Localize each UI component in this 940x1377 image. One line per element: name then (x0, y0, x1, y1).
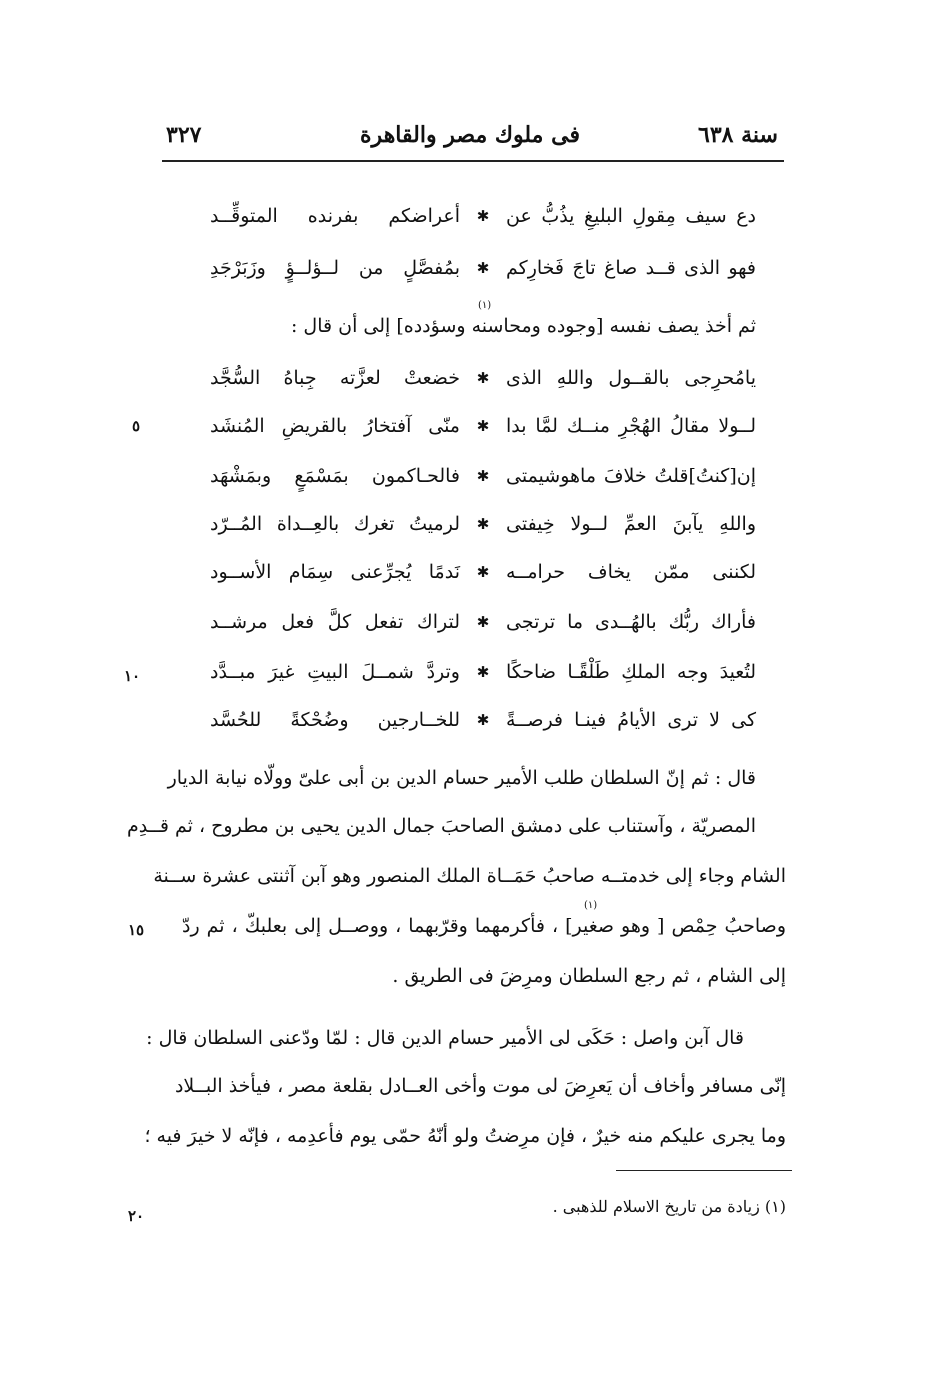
poem-verse (210, 456, 756, 496)
poem-verse (210, 358, 756, 398)
verse-second-hemistich: نَدمًا يُجرِّعنى سِمَام الأســود (210, 561, 460, 583)
poem-verse (210, 406, 756, 446)
verse-second-hemistich: للخــارجين وضُحْكةً للحُسَّد (210, 709, 460, 731)
verse-separator-star: ✱ (476, 417, 490, 435)
verse-separator-star: ✱ (476, 613, 490, 631)
verse-second-hemistich: لرميتُ تغرك بالعِــداة المُــرّد (210, 513, 460, 535)
verse-first-hemistich: واللهِ يآبنَ العمِّ لــولا خِيفتى (506, 513, 756, 535)
footnote-rule (616, 1170, 792, 1171)
verse-second-hemistich: أعراضكم بفرنده المتوقِّــد (210, 205, 460, 227)
line-number: ١٠ (124, 667, 141, 685)
poem-verse (210, 602, 756, 642)
verse-separator-star: ✱ (476, 515, 490, 533)
paragraph-line: قال : ثم إنّ السلطان طلب الأمير حسام الدين بن أبى علىّ وولّاه نيابة الديار (167, 767, 756, 789)
verse-first-hemistich: إن[كنتُ]قلتُ خلافَ ماهوشيمتى (506, 465, 756, 487)
verse-first-hemistich: كى لا ترى الأيامُ فينـا فرصــةً (506, 709, 756, 731)
verse-separator-star: ✱ (476, 369, 490, 387)
verse-second-hemistich: خضعتْ لعزَّته جِباهُ السُّجَّد (210, 367, 460, 389)
verse-second-hemistich: بمُفصَّلٍ من لــؤلــؤٍ وزَبَرْجَدِ (210, 257, 460, 279)
footnote-marker: (١) (478, 300, 492, 311)
poem-verse (210, 700, 756, 740)
poem-verse (210, 504, 756, 544)
verse-first-hemistich: دع سيف مِقولِ البليغِ يذُبُّ عن (506, 205, 756, 227)
paragraph-line: المصريّة ، وآستناب على دمشق الصاحبَ جمال الدين يحيى بن مطروح ، ثم قــدِم (127, 815, 756, 837)
paragraph-line: إنّى مسافر وأخاف أن يَعرِضَ لى موت وأخى العــادل بقلعة مصر ، فيأخذ البــلاد (174, 1075, 786, 1097)
page-number: ٣٢٧ (166, 122, 202, 148)
verse-first-hemistich: لكننى ممّن يخاف حرامــه (506, 561, 756, 583)
verse-separator-star: ✱ (476, 207, 490, 225)
verse-separator-star: ✱ (476, 663, 490, 681)
verse-first-hemistich: فأراك ربُّك بالهُــدى ما ترتجى (506, 611, 756, 633)
poem-verse (210, 248, 756, 288)
intro-line: ثم أخذ يصف نفسه [وجوده ومحاسنه وسؤدده] إلى أن قال : (290, 315, 756, 337)
poem-verse (210, 552, 756, 592)
verse-second-hemistich: لتراك تفعل كلَّ فعل مرشــد (210, 611, 460, 633)
paragraph-line: وما يجرى عليكم منه خيرٌ ، فإن مرِضتُ ولو أنّهُ حمّى يوم فأعدِمه ، فإنّه لا خيرَ فيه ؛ (144, 1125, 786, 1147)
verse-separator-star: ✱ (476, 711, 490, 729)
running-header-year: سنة ٦٣٨ (698, 122, 778, 148)
verse-second-hemistich: وتردَّ شمــلَ البيتِ غيرَ مبــدَّد (210, 661, 460, 683)
header-rule (162, 160, 784, 162)
line-number: ١٥ (128, 921, 145, 939)
running-header-title: فى ملوك مصر والقاهرة (360, 122, 580, 148)
line-number: ٢٠ (128, 1207, 145, 1225)
footnote-text: (١) زيادة من تاريخ الاسلام للذهبى . (552, 1197, 786, 1216)
verse-first-hemistich: لتُعيدَ وجه الملكِ طَلْقًـا ضاحكًا (506, 661, 756, 683)
verse-separator-star: ✱ (476, 467, 490, 485)
paragraph-line: الشام وجاء إلى خدمتــه صاحبُ حَمَــاة الملك المنصور وهو آبن آثنتى عشرة ســنة (153, 865, 786, 887)
poem-verse (210, 196, 756, 236)
verse-separator-star: ✱ (476, 259, 490, 277)
footnote-marker: (١) (584, 900, 598, 911)
verse-first-hemistich: فهو الذى قــد صاغ تاجَ فَخارِكم (506, 257, 756, 279)
verse-first-hemistich: يامُحرِجى بالقــول واللهِ الذى (506, 367, 756, 389)
verse-second-hemistich: فالحـاكمون بمَسْمَعٍ وبمَشْهَد (210, 465, 460, 487)
poem-verse (210, 652, 756, 692)
verse-first-hemistich: لــولا مقالُ الهُجْرِ منــك لمَّا بدا (506, 415, 756, 437)
paragraph-line: قال آبن واصل : حَكَى لى الأمير حسام الدين قال : لمّا ودّعنى السلطان قال : (146, 1027, 744, 1049)
verse-second-hemistich: منّى آفتخارُ بالقريضِ المُنشَد (210, 415, 460, 437)
paragraph-line: وصاحبُ حِمْص [ وهو صغير] ، فأكرمهما وقرّبهما ، ووصــل إلى بعلبكّ ، ثم ردّ (182, 915, 786, 937)
paragraph-line: إلى الشام ، ثم رجع السلطان ومرِضَ فى الطريق . (392, 965, 786, 987)
verse-separator-star: ✱ (476, 563, 490, 581)
line-number: ٥ (132, 417, 141, 435)
